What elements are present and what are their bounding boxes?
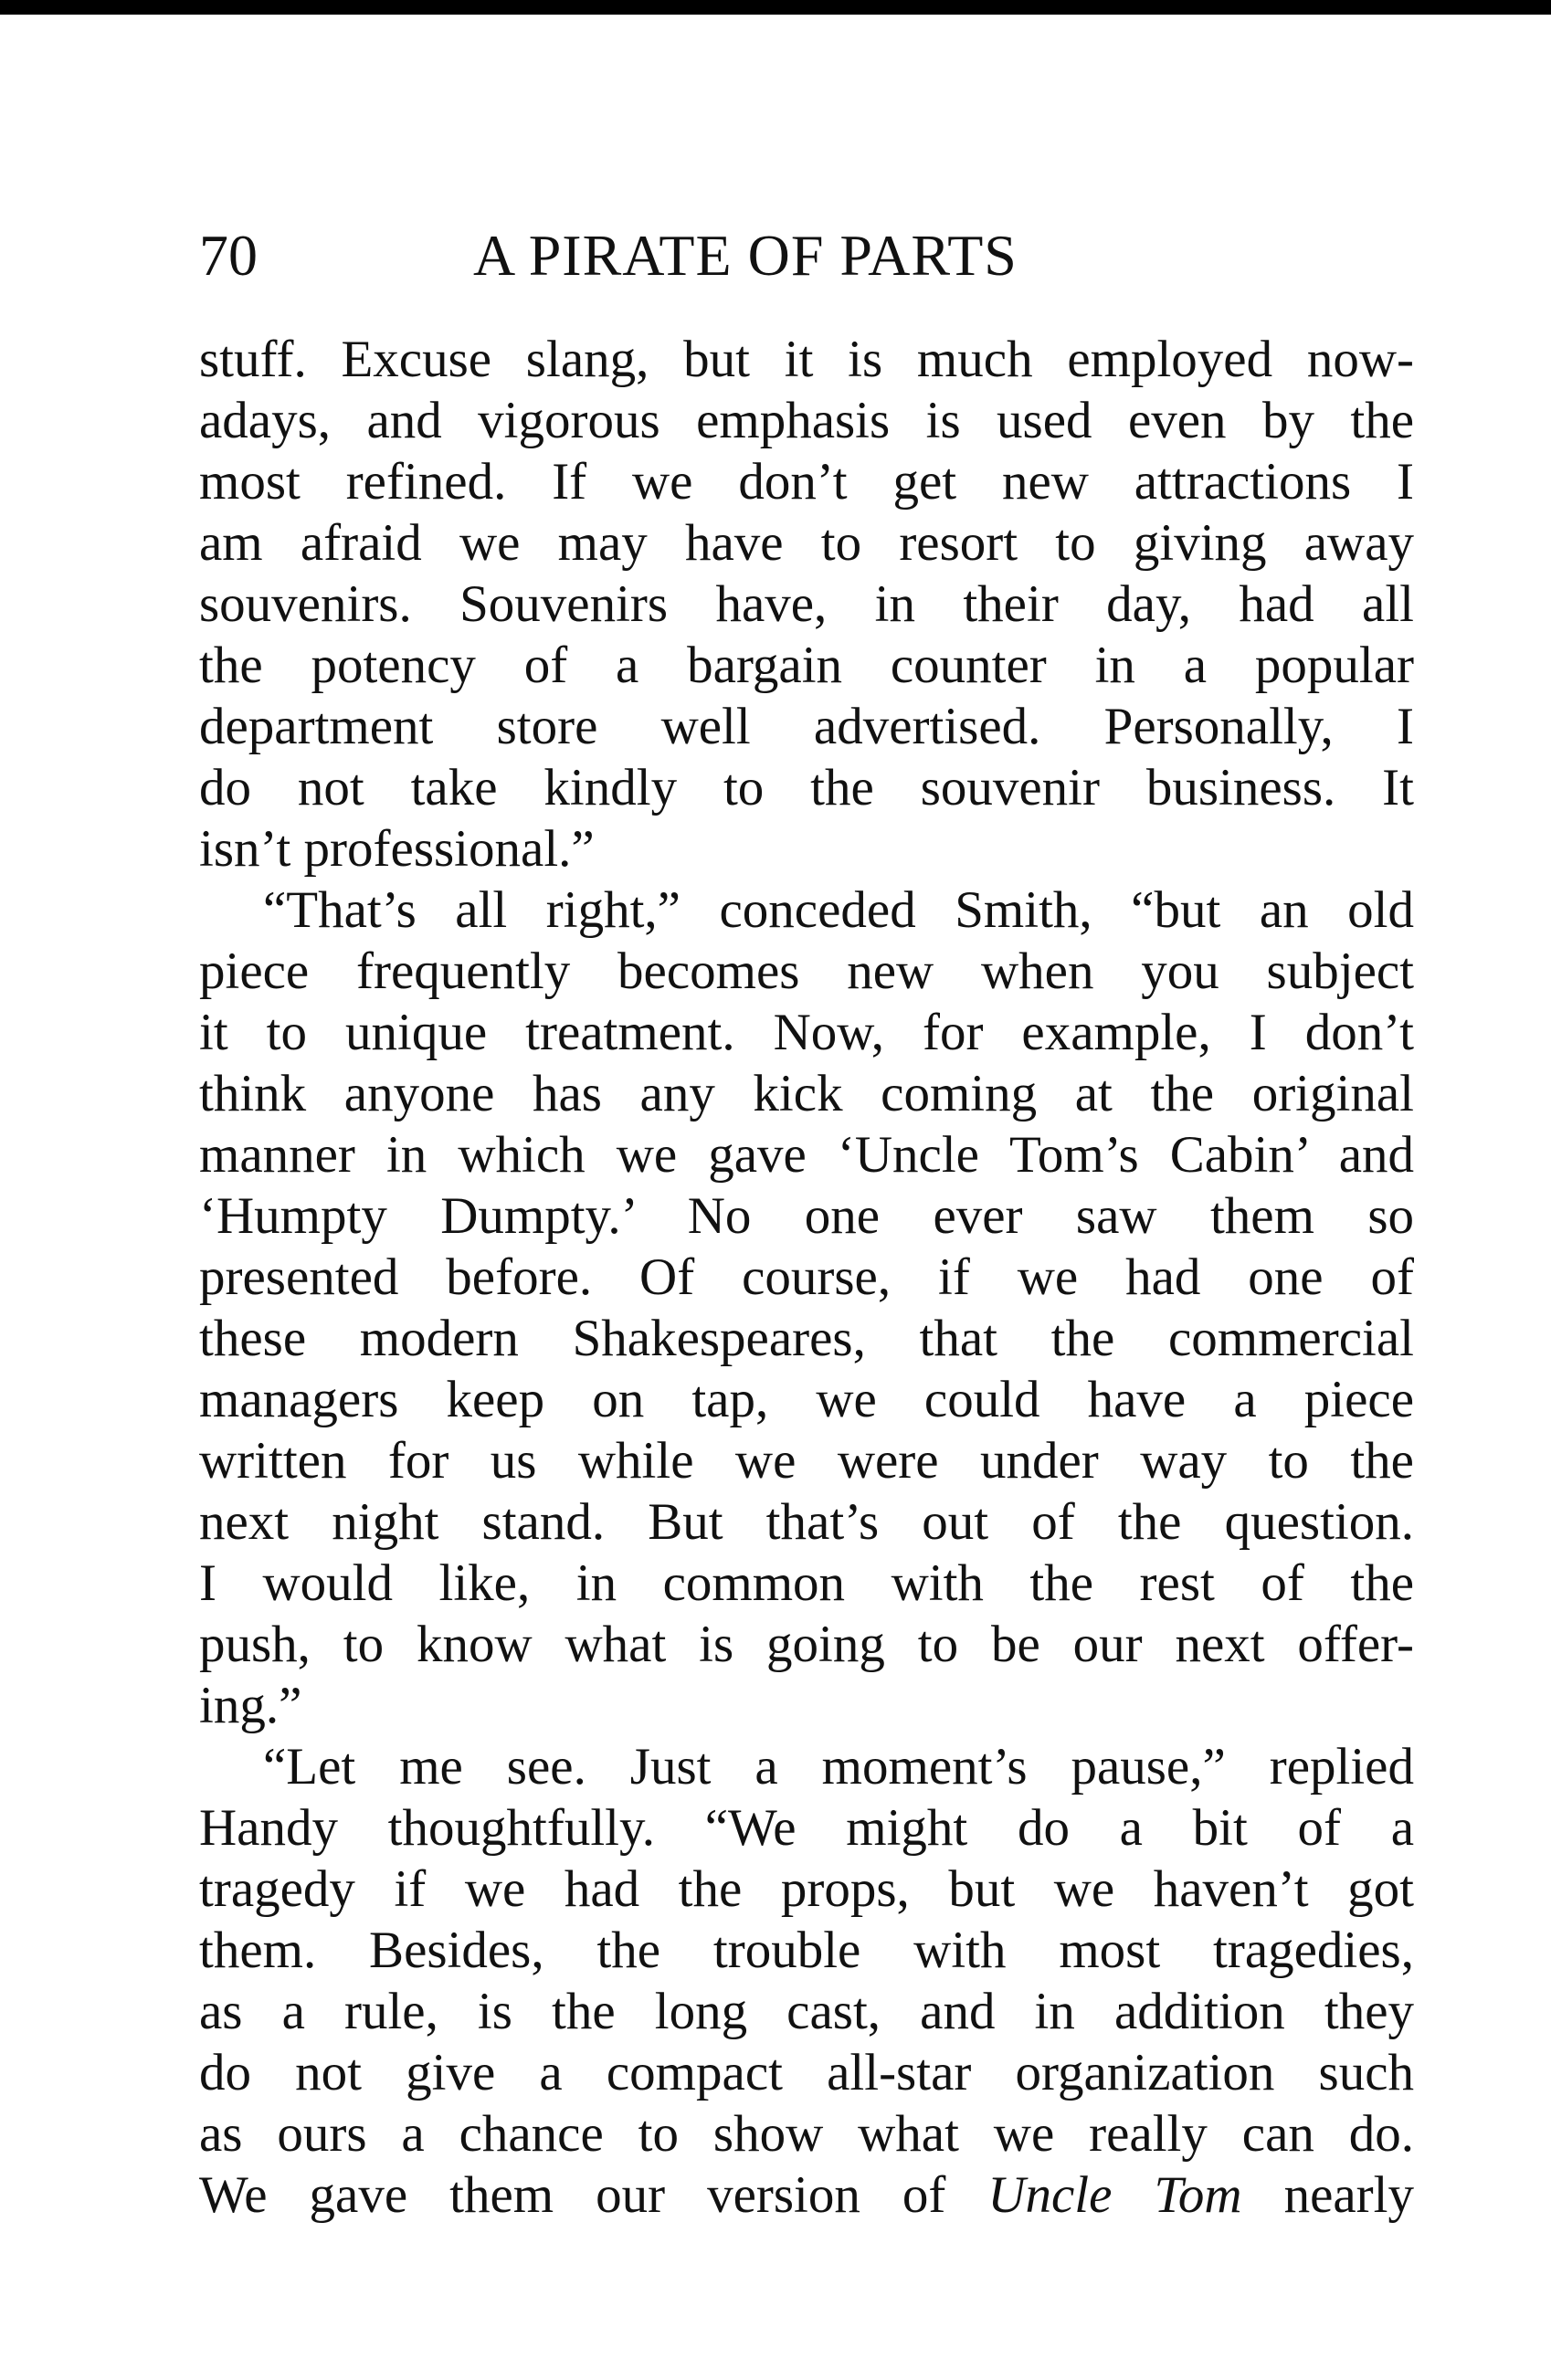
text-line-last bbox=[199, 2164, 1414, 2226]
text-line: “That’s all right,” conceded Smith, “but an old bbox=[263, 881, 1414, 939]
last-line-end: nearly bbox=[1241, 2166, 1414, 2224]
running-title: A PIRATE OF PARTS bbox=[473, 223, 1018, 288]
text-line: as a rule, is the long cast, and in addition they bbox=[199, 1983, 1414, 2040]
text-line: ing.” bbox=[199, 1677, 302, 1734]
page-header bbox=[199, 215, 1414, 297]
italic-title: Uncle Tom bbox=[987, 2166, 1242, 2224]
text-line: “Let me see. Just a moment’s pause,” replied bbox=[263, 1738, 1414, 1796]
text-line: think anyone has any kick coming at the original bbox=[199, 1065, 1414, 1122]
text-line: these modern Shakespeares, that the commercial bbox=[199, 1310, 1414, 1367]
text-line: do not give a compact all-star organization such bbox=[199, 2044, 1414, 2101]
body-text bbox=[199, 329, 1414, 2226]
text-line: it to unique treatment. Now, for example, I don’t bbox=[199, 1004, 1414, 1061]
text-line: most refined. If we don’t get new attractions I bbox=[199, 453, 1414, 511]
text-line: ‘Humpty Dumpty.’ No one ever saw them so bbox=[199, 1187, 1414, 1245]
text-line: next night stand. But that’s out of the question. bbox=[199, 1493, 1414, 1551]
last-line-start: We gave them our version of bbox=[199, 2166, 988, 2224]
text-line: department store well advertised. Personally, I bbox=[199, 698, 1414, 755]
text-line: isn’t professional.” bbox=[199, 820, 595, 878]
text-line: do not take kindly to the souvenir business. It bbox=[199, 759, 1414, 816]
text-line: tragedy if we had the props, but we haven’t got bbox=[199, 1860, 1414, 1918]
text-line: stuff. Excuse slang, but it is much employed now- bbox=[199, 331, 1414, 388]
text-line: I would like, in common with the rest of the bbox=[199, 1554, 1414, 1612]
text-line: managers keep on tap, we could have a piece bbox=[199, 1371, 1414, 1428]
top-border-rule bbox=[0, 0, 1551, 15]
text-line: them. Besides, the trouble with most tragedies, bbox=[199, 1922, 1414, 1979]
text-line: Handy thoughtfully. “We might do a bit of a bbox=[199, 1799, 1414, 1857]
text-line: push, to know what is going to be our next offer- bbox=[199, 1616, 1414, 1673]
text-line: piece frequently becomes new when you subject bbox=[199, 943, 1414, 1000]
text-line: souvenirs. Souvenirs have, in their day, had all bbox=[199, 575, 1414, 633]
text-line: manner in which we gave ‘Uncle Tom’s Cabin’ and bbox=[199, 1126, 1414, 1184]
text-line: presented before. Of course, if we had one of bbox=[199, 1248, 1414, 1306]
text-line: written for us while we were under way to the bbox=[199, 1432, 1414, 1490]
text-line: adays, and vigorous emphasis is used even by the bbox=[199, 392, 1414, 449]
text-line: as ours a chance to show what we really can do. bbox=[199, 2105, 1414, 2163]
text-line: the potency of a bargain counter in a popular bbox=[199, 637, 1414, 694]
page-number: 70 bbox=[199, 223, 258, 288]
text-line: am afraid we may have to resort to giving away bbox=[199, 514, 1414, 572]
